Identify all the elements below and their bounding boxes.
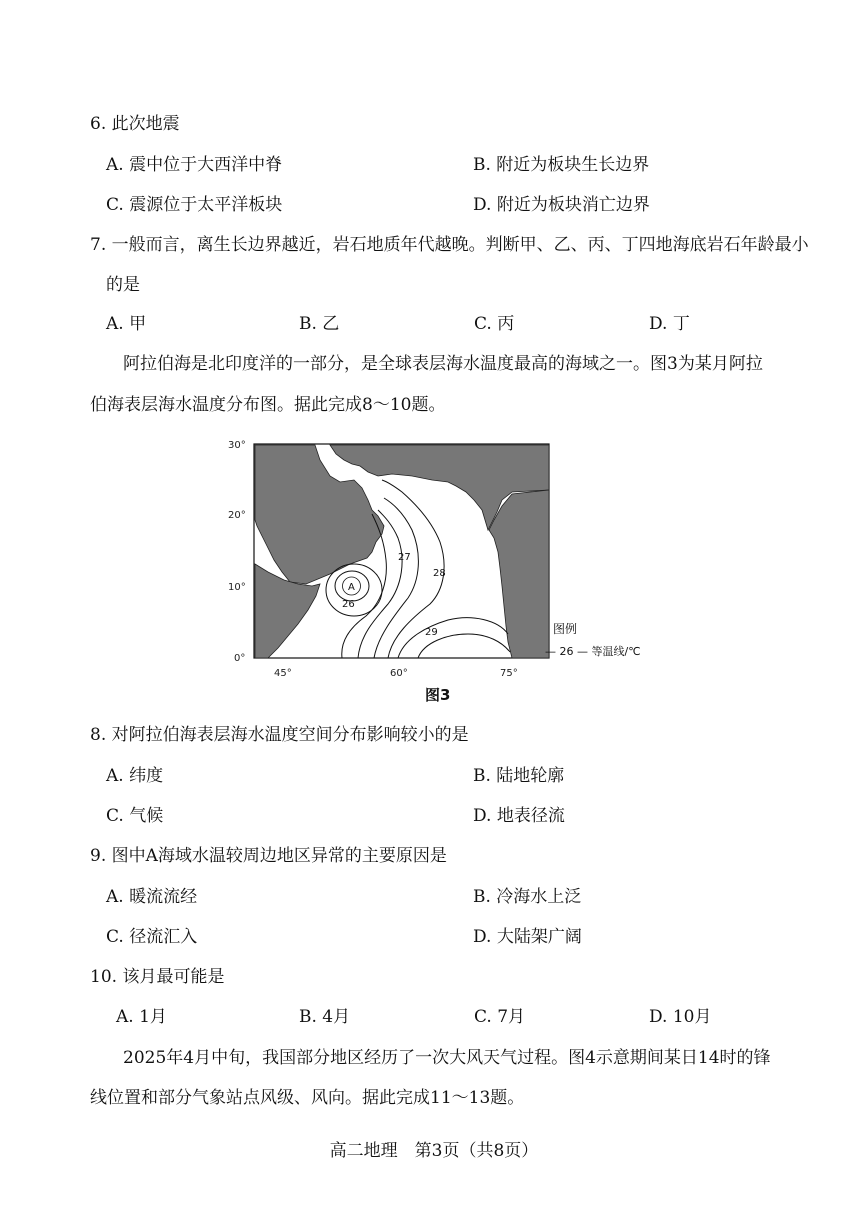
q6-option-d: D. 附近为板块消亡边界: [473, 195, 650, 215]
isotherm-label-27: 27: [398, 552, 411, 563]
legend-title: 图例: [553, 622, 578, 636]
isotherm-label-28: 28: [433, 568, 446, 579]
q9-option-b: B. 冷海水上泛: [473, 887, 582, 907]
q9-option-d: D. 大陆架广阔: [473, 927, 582, 947]
lat-tick-0: 0°: [234, 653, 246, 664]
isotherm-label-26: 26: [342, 599, 355, 610]
q7-stem-line2: 的是: [106, 275, 140, 295]
lon-tick-45: 45°: [274, 668, 292, 679]
q8-option-a: A. 纬度: [106, 766, 164, 786]
q9-stem: 9. 图中A海域水温较周边地区异常的主要原因是: [90, 846, 447, 866]
q7-stem-line1: 7. 一般而言，离生长边界越近，岩石地质年代越晚。判断甲、乙、丙、丁四地海底岩石年龄最小: [90, 235, 809, 255]
legend-isotherm: — 26 — 等温线/℃: [545, 645, 641, 658]
passage2-line1: 2025年4月中旬，我国部分地区经历了一次大风天气过程。图4示意期间某日14时的锋: [123, 1048, 771, 1068]
q7-option-c: C. 丙: [474, 314, 515, 334]
passage2-line2: 线位置和部分气象站点风级、风向。据此完成11～13题。: [90, 1088, 525, 1108]
q10-option-d: D. 10月: [649, 1007, 712, 1027]
lat-tick-30: 30°: [228, 440, 246, 451]
figure3-caption: 图3: [425, 686, 451, 704]
lat-tick-10: 10°: [228, 582, 246, 593]
q8-stem: 8. 对阿拉伯海表层海水温度空间分布影响较小的是: [90, 725, 469, 745]
q10-stem: 10. 该月最可能是: [90, 967, 225, 987]
figure3-map: [212, 430, 672, 702]
q8-option-d: D. 地表径流: [473, 806, 565, 826]
area-a-label: A: [348, 582, 355, 593]
q6-option-c: C. 震源位于太平洋板块: [106, 195, 283, 215]
q8-option-b: B. 陆地轮廓: [473, 766, 565, 786]
q6-stem: 6. 此次地震: [90, 114, 180, 134]
passage1-line2: 伯海表层海水温度分布图。据此完成8～10题。: [90, 395, 446, 415]
q7-option-b: B. 乙: [299, 314, 340, 334]
lon-tick-60: 60°: [390, 668, 408, 679]
passage1-line1: 阿拉伯海是北印度洋的一部分，是全球表层海水温度最高的海域之一。图3为某月阿拉: [123, 354, 763, 374]
lat-tick-20: 20°: [228, 510, 246, 521]
q7-option-a: A. 甲: [106, 314, 147, 334]
page-footer: 高二地理 第3页（共8页）: [329, 1141, 539, 1161]
q10-option-a: A. 1月: [116, 1007, 167, 1027]
q6-option-b: B. 附近为板块生长边界: [473, 155, 650, 175]
q8-option-c: C. 气候: [106, 806, 164, 826]
q9-option-c: C. 径流汇入: [106, 927, 198, 947]
q6-option-a: A. 震中位于大西洋中脊: [106, 155, 283, 175]
lon-tick-75: 75°: [500, 668, 518, 679]
q7-option-d: D. 丁: [649, 314, 690, 334]
q10-option-b: B. 4月: [299, 1007, 351, 1027]
q9-option-a: A. 暖流流经: [106, 887, 198, 907]
isotherm-label-29: 29: [425, 627, 438, 638]
q10-option-c: C. 7月: [474, 1007, 526, 1027]
